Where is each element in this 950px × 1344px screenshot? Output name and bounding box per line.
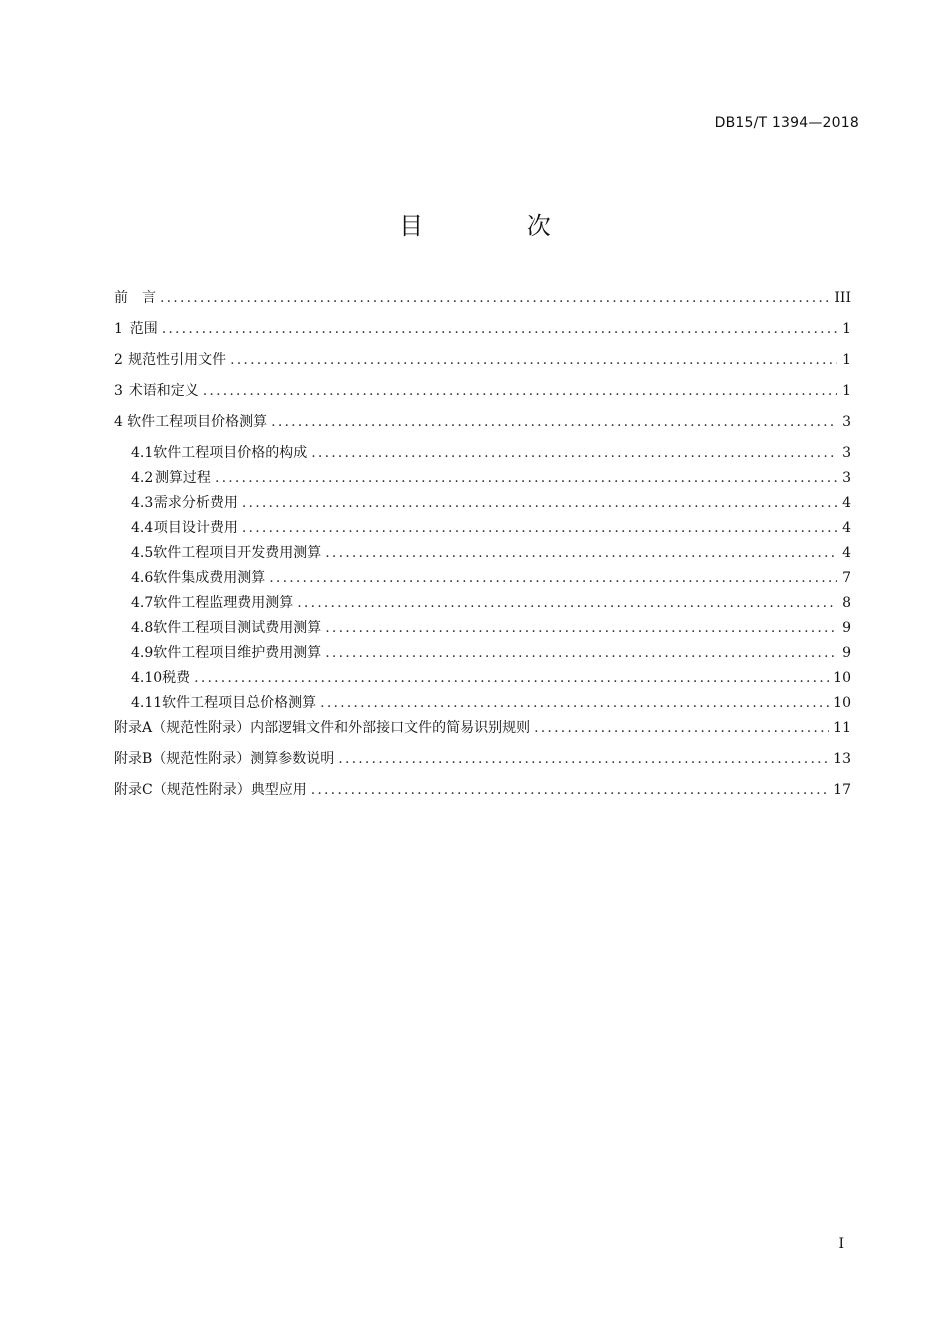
toc-leader-dots — [230, 348, 837, 373]
toc-leader-dots — [320, 691, 829, 716]
toc-leader-dots — [325, 641, 837, 666]
toc-entry-page: 3 — [842, 470, 851, 486]
toc-entry-label: 项目设计费用 — [153, 520, 238, 536]
toc-leader-dots — [271, 410, 837, 435]
toc-entry[interactable] — [114, 691, 851, 716]
toc-entry-page: 4 — [842, 520, 851, 536]
toc-entry-page: III — [834, 290, 851, 306]
page-title: 目 次 — [399, 212, 599, 240]
toc-entry-label: 规范性引用文件 — [128, 352, 227, 368]
toc-entry[interactable] — [114, 716, 851, 747]
toc-entry-label: 软件工程项目开发费用测算 — [153, 545, 322, 561]
toc-entry-number: 4.5 — [131, 545, 154, 561]
toc-entry[interactable] — [114, 379, 851, 410]
toc-entry-number: 4.3 — [131, 495, 154, 511]
toc-leader-dots — [338, 747, 829, 772]
toc-entry-number: 4.8 — [131, 620, 154, 636]
toc-entry[interactable] — [114, 286, 851, 317]
toc-leader-dots — [162, 317, 837, 342]
toc-leader-dots — [269, 566, 837, 591]
toc-entry[interactable] — [114, 348, 851, 379]
toc-entry-number: 4.9 — [131, 645, 154, 661]
toc-entry-page: 3 — [842, 445, 851, 461]
toc-entry-page: 1 — [842, 352, 851, 368]
toc-entry-number: 3 — [114, 383, 123, 399]
toc-entry-page: 10 — [833, 695, 851, 711]
toc-leader-dots — [242, 516, 837, 541]
toc-entry[interactable] — [114, 566, 851, 591]
toc-entry-number: 4 — [114, 414, 123, 430]
toc-entry[interactable] — [114, 491, 851, 516]
toc-entry-label: 典型应用 — [250, 782, 307, 798]
toc-leader-dots — [325, 616, 837, 641]
toc-entry-page: 7 — [842, 570, 851, 586]
toc-entry-page: 9 — [842, 645, 851, 661]
toc-entry-page: 9 — [842, 620, 851, 636]
toc-entry-label: 软件工程项目维护费用测算 — [153, 645, 322, 661]
toc-leader-dots — [160, 286, 830, 311]
toc-entry-page: 17 — [833, 782, 851, 798]
toc-entry-number: 1 — [114, 321, 123, 337]
toc-leader-dots — [534, 716, 829, 741]
toc-leader-dots — [242, 491, 837, 516]
toc-entry-page: 4 — [842, 495, 851, 511]
toc-entry-page: 1 — [842, 321, 851, 337]
toc-entry-label: 术语和定义 — [128, 383, 199, 399]
toc-entry-number: 4.6 — [131, 570, 154, 586]
toc-entry-page: 1 — [842, 383, 851, 399]
footer-page-number: I — [838, 1236, 844, 1252]
document-code: DB15/T 1394—2018 — [714, 115, 859, 131]
toc-entry-label: 测算过程 — [154, 470, 211, 486]
toc-entry-number: 附录B（规范性附录） — [114, 751, 251, 767]
toc-entry-page: 4 — [842, 545, 851, 561]
toc-entry[interactable] — [114, 591, 851, 616]
toc-leader-dots — [311, 441, 837, 466]
toc-entry-number: 4.7 — [131, 595, 154, 611]
toc-entry-label: 测算参数说明 — [250, 751, 335, 767]
toc-entry-number: 4.10 — [131, 670, 163, 686]
toc-entry-page: 3 — [842, 414, 851, 430]
toc-entry[interactable] — [114, 541, 851, 566]
toc-leader-dots — [194, 666, 829, 691]
toc-entry-label: 需求分析费用 — [153, 495, 238, 511]
toc-entry-number: 附录A（规范性附录） — [114, 720, 251, 736]
toc-entry[interactable] — [114, 641, 851, 666]
toc-entry-label: 税费 — [162, 670, 191, 686]
toc-entry-label: 软件工程监理费用测算 — [153, 595, 294, 611]
toc-entry[interactable] — [114, 616, 851, 641]
toc-leader-dots — [203, 379, 837, 404]
toc-entry[interactable] — [114, 516, 851, 541]
toc-leader-dots — [311, 778, 829, 803]
toc-entry-label: 软件工程项目价格的构成 — [153, 445, 308, 461]
toc-entry-page: 11 — [833, 720, 851, 736]
table-of-contents — [114, 286, 851, 809]
toc-entry[interactable] — [114, 466, 851, 491]
toc-entry-number: 4.11 — [131, 695, 163, 711]
toc-entry-number: 4.2 — [131, 470, 154, 486]
toc-entry-label: 软件工程项目价格测算 — [127, 414, 268, 430]
toc-entry-page: 10 — [833, 670, 851, 686]
toc-entry-number: 4.1 — [131, 445, 154, 461]
toc-entry-label: 前 言 — [114, 290, 156, 306]
toc-entry[interactable] — [114, 317, 851, 348]
toc-entry[interactable] — [114, 778, 851, 809]
toc-leader-dots — [325, 541, 837, 566]
toc-entry-label: 软件工程项目测试费用测算 — [153, 620, 322, 636]
toc-leader-dots — [215, 466, 837, 491]
toc-entry-label: 内部逻辑文件和外部接口文件的简易识别规则 — [250, 720, 531, 736]
toc-entry-page: 8 — [842, 595, 851, 611]
toc-entry-label: 范围 — [129, 321, 158, 337]
toc-entry[interactable] — [114, 441, 851, 466]
toc-entry[interactable] — [114, 747, 851, 778]
toc-entry-page: 13 — [833, 751, 851, 767]
toc-entry-number: 附录C（规范性附录） — [114, 782, 251, 798]
toc-entry-number: 4.4 — [131, 520, 154, 536]
toc-entry-label: 软件集成费用测算 — [153, 570, 266, 586]
toc-entry-number: 2 — [114, 352, 123, 368]
toc-entry-label: 软件工程项目总价格测算 — [162, 695, 317, 711]
toc-entry[interactable] — [114, 666, 851, 691]
toc-entry[interactable] — [114, 410, 851, 441]
toc-leader-dots — [297, 591, 837, 616]
